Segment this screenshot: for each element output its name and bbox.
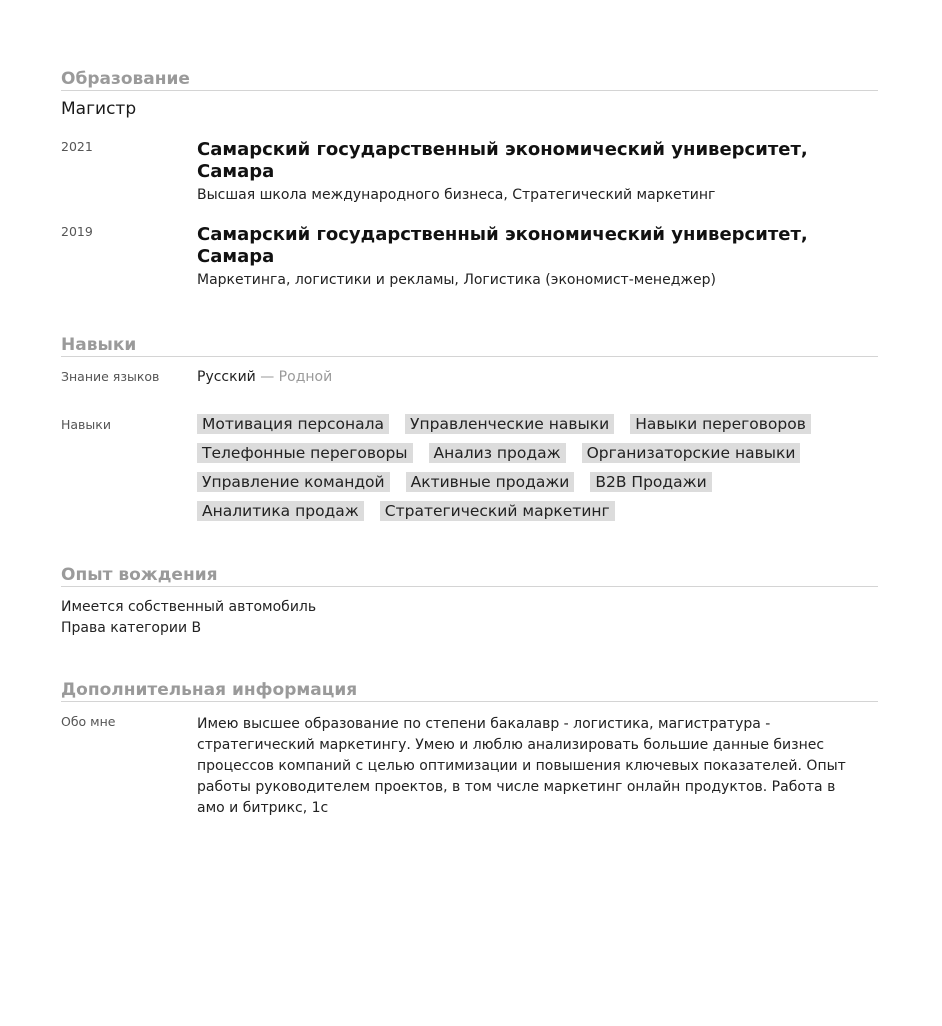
section-title-skills: Навыки bbox=[61, 334, 878, 357]
language-name: Русский bbox=[197, 369, 256, 385]
about-row bbox=[61, 714, 878, 819]
skills-label: Навыки bbox=[61, 417, 111, 432]
skill-tags bbox=[197, 414, 837, 530]
languages-label: Знание языков bbox=[61, 369, 160, 384]
languages-row bbox=[61, 369, 878, 385]
university-name: Самарский государственный экономический университет, Самара bbox=[197, 139, 808, 182]
skill-tag: Активные продажи bbox=[406, 472, 575, 492]
driving-section bbox=[61, 564, 878, 639]
driving-license: Права категории B bbox=[61, 620, 202, 636]
education-item bbox=[61, 139, 878, 204]
skill-tag: Управленческие навыки bbox=[405, 414, 614, 434]
skills-section bbox=[61, 334, 878, 530]
skill-tag: Аналитика продаж bbox=[197, 501, 364, 521]
about-text: Имею высшее образование по степени бакалавр - логистика, магистратура - стратегический маркетингу. Умею и люблю анализировать большие данные бизнес процессов компаний с целью оптимизации и повышения ключевых показателей. Опыт работы руководителем проектов, в том числе маркетинг онлайн продуктов. Работа в амо и битрикс, 1с bbox=[197, 716, 846, 816]
about-label: Обо мне bbox=[61, 714, 116, 729]
skill-tag: Анализ продаж bbox=[429, 443, 566, 463]
university-name: Самарский государственный экономический университет, Самара bbox=[197, 224, 808, 267]
skill-tag: Организаторские навыки bbox=[582, 443, 801, 463]
section-title-education: Образование bbox=[61, 68, 878, 91]
skill-tag: Мотивация персонала bbox=[197, 414, 389, 434]
education-item bbox=[61, 224, 878, 289]
university-faculty: Маркетинга, логистики и рекламы, Логистика (экономист-менеджер) bbox=[197, 272, 716, 288]
skill-tag: Телефонные переговоры bbox=[197, 443, 413, 463]
skill-tag: Навыки переговоров bbox=[630, 414, 811, 434]
education-year: 2021 bbox=[61, 139, 93, 154]
skill-tag: B2B Продажи bbox=[590, 472, 711, 492]
university-faculty: Высшая школа международного бизнеса, Стратегический маркетинг bbox=[197, 187, 716, 203]
driving-car: Имеется собственный автомобиль bbox=[61, 599, 317, 615]
section-title-driving: Опыт вождения bbox=[61, 564, 878, 587]
skill-tag: Управление командой bbox=[197, 472, 390, 492]
additional-section bbox=[61, 679, 878, 819]
language-level: — Родной bbox=[260, 369, 333, 385]
skills-row bbox=[61, 414, 878, 530]
education-year: 2019 bbox=[61, 224, 93, 239]
section-title-additional: Дополнительная информация bbox=[61, 679, 878, 702]
skill-tag: Стратегический маркетинг bbox=[380, 501, 615, 521]
degree-level: Магистр bbox=[61, 99, 137, 119]
education-section bbox=[61, 68, 878, 289]
